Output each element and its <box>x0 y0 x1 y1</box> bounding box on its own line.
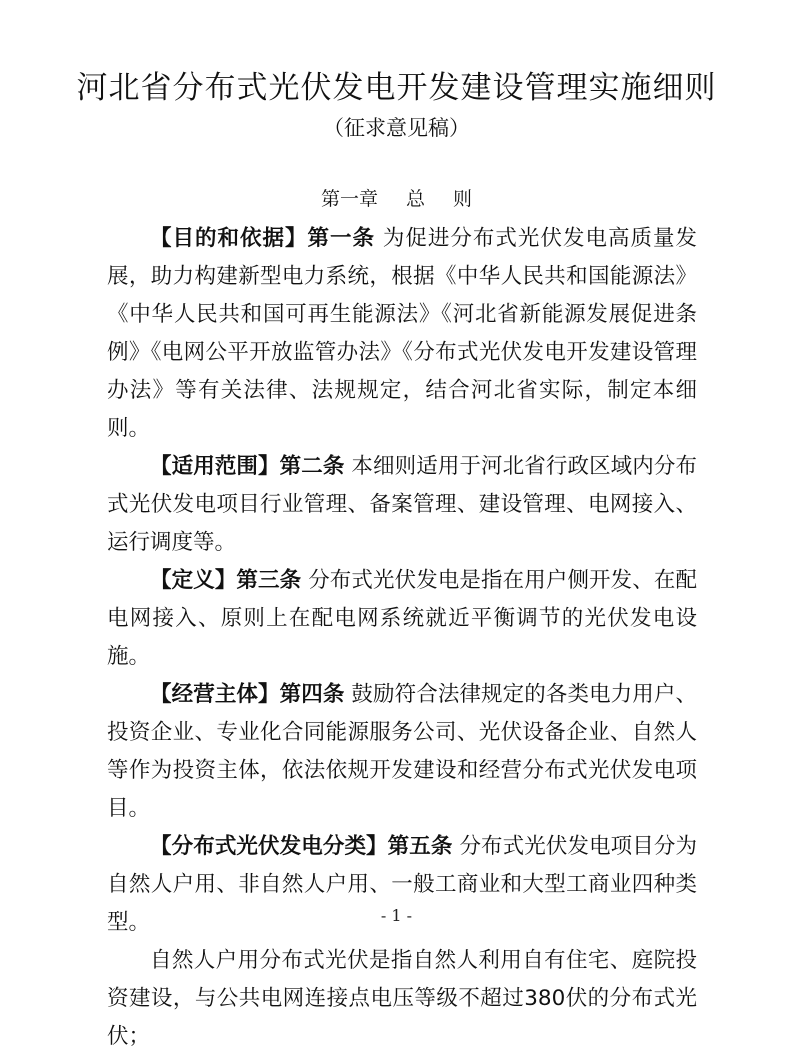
article-tag: 【目的和依据】 <box>150 226 308 251</box>
article-number: 第五条 <box>387 834 453 859</box>
chapter-heading: 第一章 总 则 <box>320 188 473 210</box>
article-2 <box>107 448 697 562</box>
article-number: 第三条 <box>236 568 302 593</box>
article-text: 分布式光伏发电是指在用户侧开发、在配电网接入、原则上在配电网系统就近平衡调节的光伏发电设施。 <box>107 568 697 669</box>
article-tag: 【定义】 <box>150 568 237 593</box>
page-number: - 1 - <box>380 906 413 925</box>
document-subtitle: （征求意见稿） <box>323 116 470 140</box>
document-body <box>107 220 697 1056</box>
article-text: 鼓励符合法律规定的各类电力用户、投资企业、专业化合同能源服务公司、光伏设备企业、自然人等作为投资主体，依法依规开发建设和经营分布式光伏发电项目。 <box>107 682 697 821</box>
document-title: 河北省分布式光伏发电开发建设管理实施细则 <box>76 70 717 106</box>
article-number: 第二条 <box>279 454 345 479</box>
article-text: 本细则适用于河北省行政区域内分布式光伏发电项目行业管理、备案管理、建设管理、电网接入、运行调度等。 <box>107 454 697 555</box>
article-tag: 【经营主体】 <box>150 682 280 707</box>
article-text: 分布式光伏发电项目分为自然人户用、非自然人户用、一般工商业和大型工商业四种类型。 <box>107 834 697 935</box>
article-tag: 【适用范围】 <box>150 454 280 479</box>
article-text: 为促进分布式光伏发电高质量发展，助力构建新型电力系统，根据《中华人民共和国能源法》《中华人民共和国可再生能源法》《河北省新能源发展促进条例》《电网公平开放监管办法》《分布式光伏发电开发建设管理办法》等有关法律、法规规定，结合河北省实际，制定本细则。 <box>107 226 697 441</box>
article-tag: 【分布式光伏发电分类】 <box>150 834 388 859</box>
article-1 <box>107 220 697 448</box>
article-3 <box>107 562 697 676</box>
article-4 <box>107 676 697 828</box>
article-number: 第四条 <box>279 682 345 707</box>
article-number: 第一条 <box>307 226 376 251</box>
body-paragraph: 自然人户用分布式光伏是指自然人利用自有住宅、庭院投资建设，与公共电网连接点电压等级不超过380伏的分布式光伏； <box>107 948 697 1049</box>
